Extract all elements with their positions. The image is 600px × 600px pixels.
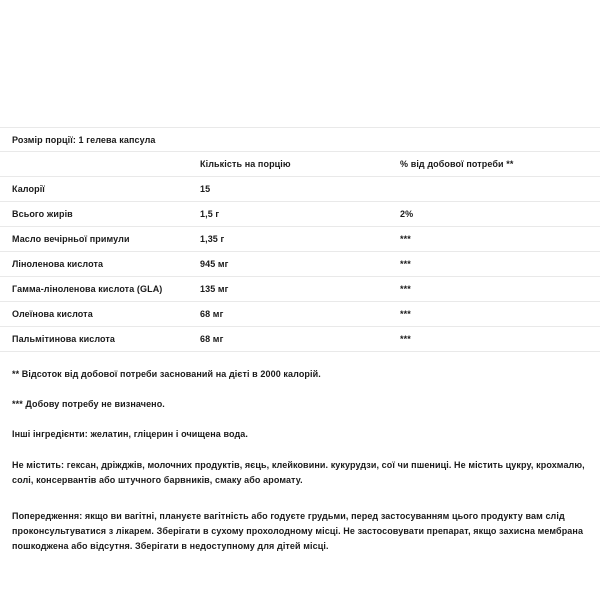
nutrient-name: Всього жирів: [12, 209, 73, 219]
nutrient-amount: 68 мг: [200, 334, 224, 344]
nutrient-amount: 15: [200, 184, 211, 194]
note-other-ingredients: Інші інгредієнти: желатин, гліцерин і очищена вода.: [12, 429, 248, 439]
nutrient-daily-value: ***: [400, 284, 411, 294]
nutrient-name: Олеїнова кислота: [12, 309, 93, 319]
table-row: [0, 177, 600, 202]
nutrient-name: Калорії: [12, 184, 45, 194]
nutrient-name: Гамма-ліноленова кислота (GLA): [12, 284, 163, 294]
note-daily-value-basis: ** Відсоток від добової потреби заснований на дієті в 2000 калорій.: [12, 369, 321, 379]
nutrient-daily-value: ***: [400, 334, 411, 344]
note-daily-value-undefined: *** Добову потребу не визначено.: [12, 399, 165, 409]
nutrient-daily-value: ***: [400, 259, 411, 269]
nutrient-amount: 945 мг: [200, 259, 229, 269]
supplement-facts-table: [0, 127, 600, 352]
nutrient-daily-value: [400, 177, 600, 202]
table-row: [0, 327, 600, 352]
table-row: [0, 277, 600, 302]
table-body: [0, 128, 600, 352]
table-row: [0, 302, 600, 327]
notes-section: [0, 367, 600, 554]
top-spacer: [0, 0, 600, 127]
nutrient-amount: 135 мг: [200, 284, 229, 294]
note-free-from: Не містить: гексан, дріжджів, молочних продуктів, яєць, клейковини. кукурудзи, сої чи пшениці. Не містить цукру, крохмалю, солі, консервантів або штучного барвників, смаку або аромату.: [12, 460, 585, 485]
table-header-row: [0, 152, 600, 177]
nutrient-name: Пальмітинова кислота: [12, 334, 116, 344]
table-row: [0, 227, 600, 252]
table-row: [0, 252, 600, 277]
header-percent-daily-value: % від добової потреби **: [400, 159, 514, 169]
serving-size-row: [0, 128, 600, 152]
nutrient-daily-value: ***: [400, 234, 411, 244]
header-amount-per-serving: Кількість на порцію: [200, 159, 291, 169]
note-warning: Попередження: якщо ви вагітні, плануєте вагітність або годуєте грудьми, перед застосуванням цього продукту вам слід проконсультуватися з лікарем. Зберігати в сухому прохолодному місці. Не застосовувати препарат, якщо захисна мембрана пошкоджена або відсутня. Зберігати в недоступному для дітей місці.: [12, 511, 584, 551]
header-name: [0, 152, 200, 177]
nutrient-amount: 68 мг: [200, 309, 224, 319]
table-row: [0, 202, 600, 227]
serving-size-label: Розмір порції: 1 гелева капсула: [12, 134, 156, 145]
nutrient-name: Масло вечірньої примули: [12, 234, 130, 244]
nutrient-amount: 1,5 г: [200, 209, 220, 219]
nutrient-amount: 1,35 г: [200, 234, 225, 244]
nutrient-daily-value: ***: [400, 309, 411, 319]
nutrient-name: Ліноленова кислота: [12, 259, 104, 269]
nutrient-daily-value: 2%: [400, 209, 414, 219]
